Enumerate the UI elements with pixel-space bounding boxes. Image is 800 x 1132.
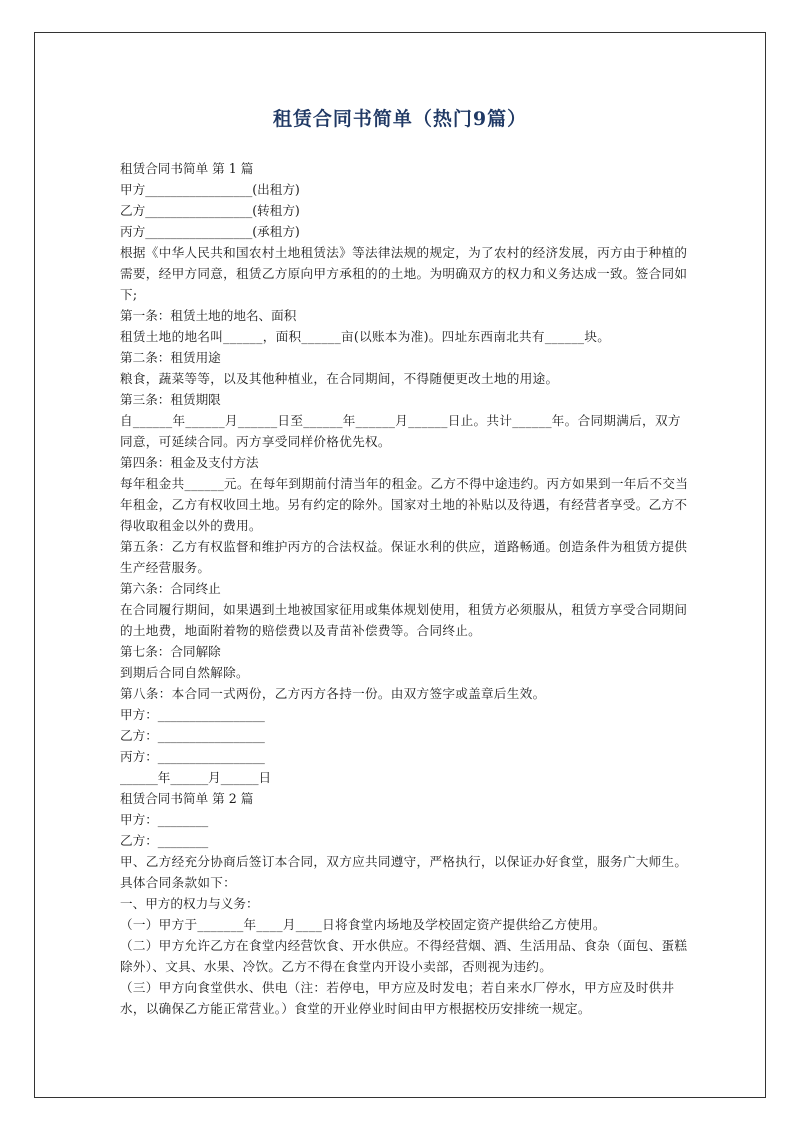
contract2-party-a: 甲方：________ <box>120 812 209 827</box>
document-body <box>120 158 692 1019</box>
article-2-text: 粮食，蔬菜等等，以及其他种植业，在合同期间，不得随便更改土地的用途。 <box>120 371 559 386</box>
signature-party-c: 丙方：_________________ <box>120 749 265 764</box>
signature-date: ______年______月______日 <box>120 770 272 785</box>
signature-party-b: 乙方：_________________ <box>120 728 265 743</box>
contract2-clause-3: （三）甲方向食堂供水、供电（注：若停电，甲方应及时发电；若自来水厂停水，甲方应及时供井水，以确保乙方能正常营业。）食堂的开业停业时间由甲方根据校历安排统一规定。 <box>120 980 675 1016</box>
article-2-heading: 第二条：租赁用途 <box>120 350 221 365</box>
section-heading-2: 租赁合同书简单 第 2 篇 <box>120 791 254 806</box>
contract2-section-1-heading: 一、甲方的权力与义务： <box>120 896 259 911</box>
article-5-text: 第五条：乙方有权监督和维护丙方的合法权益。保证水利的供应，道路畅通。创造条件为租赁方提供生产经营服务。 <box>120 539 688 575</box>
article-7-text: 到期后合同自然解除。 <box>120 665 249 680</box>
party-b-line: 乙方_________________(转租方) <box>120 203 300 218</box>
article-3-heading: 第三条：租赁期限 <box>120 392 221 407</box>
article-8-text: 第八条：本合同一式两份，乙方丙方各持一份。由双方签字或盖章后生效。 <box>120 686 546 701</box>
section-heading-1: 租赁合同书简单 第 1 篇 <box>120 161 254 176</box>
article-4-heading: 第四条：租金及支付方法 <box>120 455 259 470</box>
preamble-paragraph: 根据《中华人民共和国农村土地租赁法》等法律法规的规定，为了农村的经济发展，丙方由于种植的需要，经甲方同意，租赁乙方原向甲方承租的的土地。为明确双方的权力和义务达成一致。签合同如下; <box>120 245 688 302</box>
article-1-text: 租赁土地的地名叫______，面积______亩(以账本为准)。四址东西南北共有______块。 <box>120 329 611 344</box>
party-a-line: 甲方_________________(出租方) <box>120 182 300 197</box>
party-c-line: 丙方_________________(承租方) <box>120 224 300 239</box>
contract2-party-b: 乙方：________ <box>120 833 209 848</box>
contract2-clause-2: （二）甲方允许乙方在食堂内经营饮食、开水供应。不得经营烟、酒、生活用品、食杂（面包、蛋糕除外）、文具、水果、冷饮。乙方不得在食堂内开设小卖部，否则视为违约。 <box>120 938 688 974</box>
article-3-text: 自______年______月______日至______年______月______日止。共计______年。合同期满后，双方同意，可延续合同。丙方享受同样价格优先权。 <box>120 413 681 449</box>
signature-party-a: 甲方：_________________ <box>120 707 265 722</box>
contract2-clause-1: （一）甲方于_______年____月____日将食堂内场地及学校固定资产提供给乙方使用。 <box>120 917 606 932</box>
article-6-heading: 第六条：合同终止 <box>120 581 221 596</box>
article-1-heading: 第一条：租赁土地的地名、面积 <box>120 308 297 323</box>
article-7-heading: 第七条：合同解除 <box>120 644 221 659</box>
contract2-preamble: 甲、乙方经充分协商后签订本合同，双方应共同遵守，严格执行，以保证办好食堂，服务广大师生。具体合同条款如下： <box>120 854 688 890</box>
document-title: 租赁合同书简单（热门9篇） <box>272 108 528 130</box>
article-4-text: 每年租金共______元。在每年到期前付清当年的租金。乙方不得中途违约。丙方如果到一年后不交当年租金，乙方有权收回土地。另有约定的除外。国家对土地的补贴以及待遇，有经营者享受。乙方不得收取租金以外的费用。 <box>120 476 689 533</box>
article-6-text: 在合同履行期间，如果遇到土地被国家征用或集体规划使用，租赁方必须服从，租赁方享受合同期间的土地费，地面附着物的赔偿费以及青苗补偿费等。合同终止。 <box>120 602 688 638</box>
